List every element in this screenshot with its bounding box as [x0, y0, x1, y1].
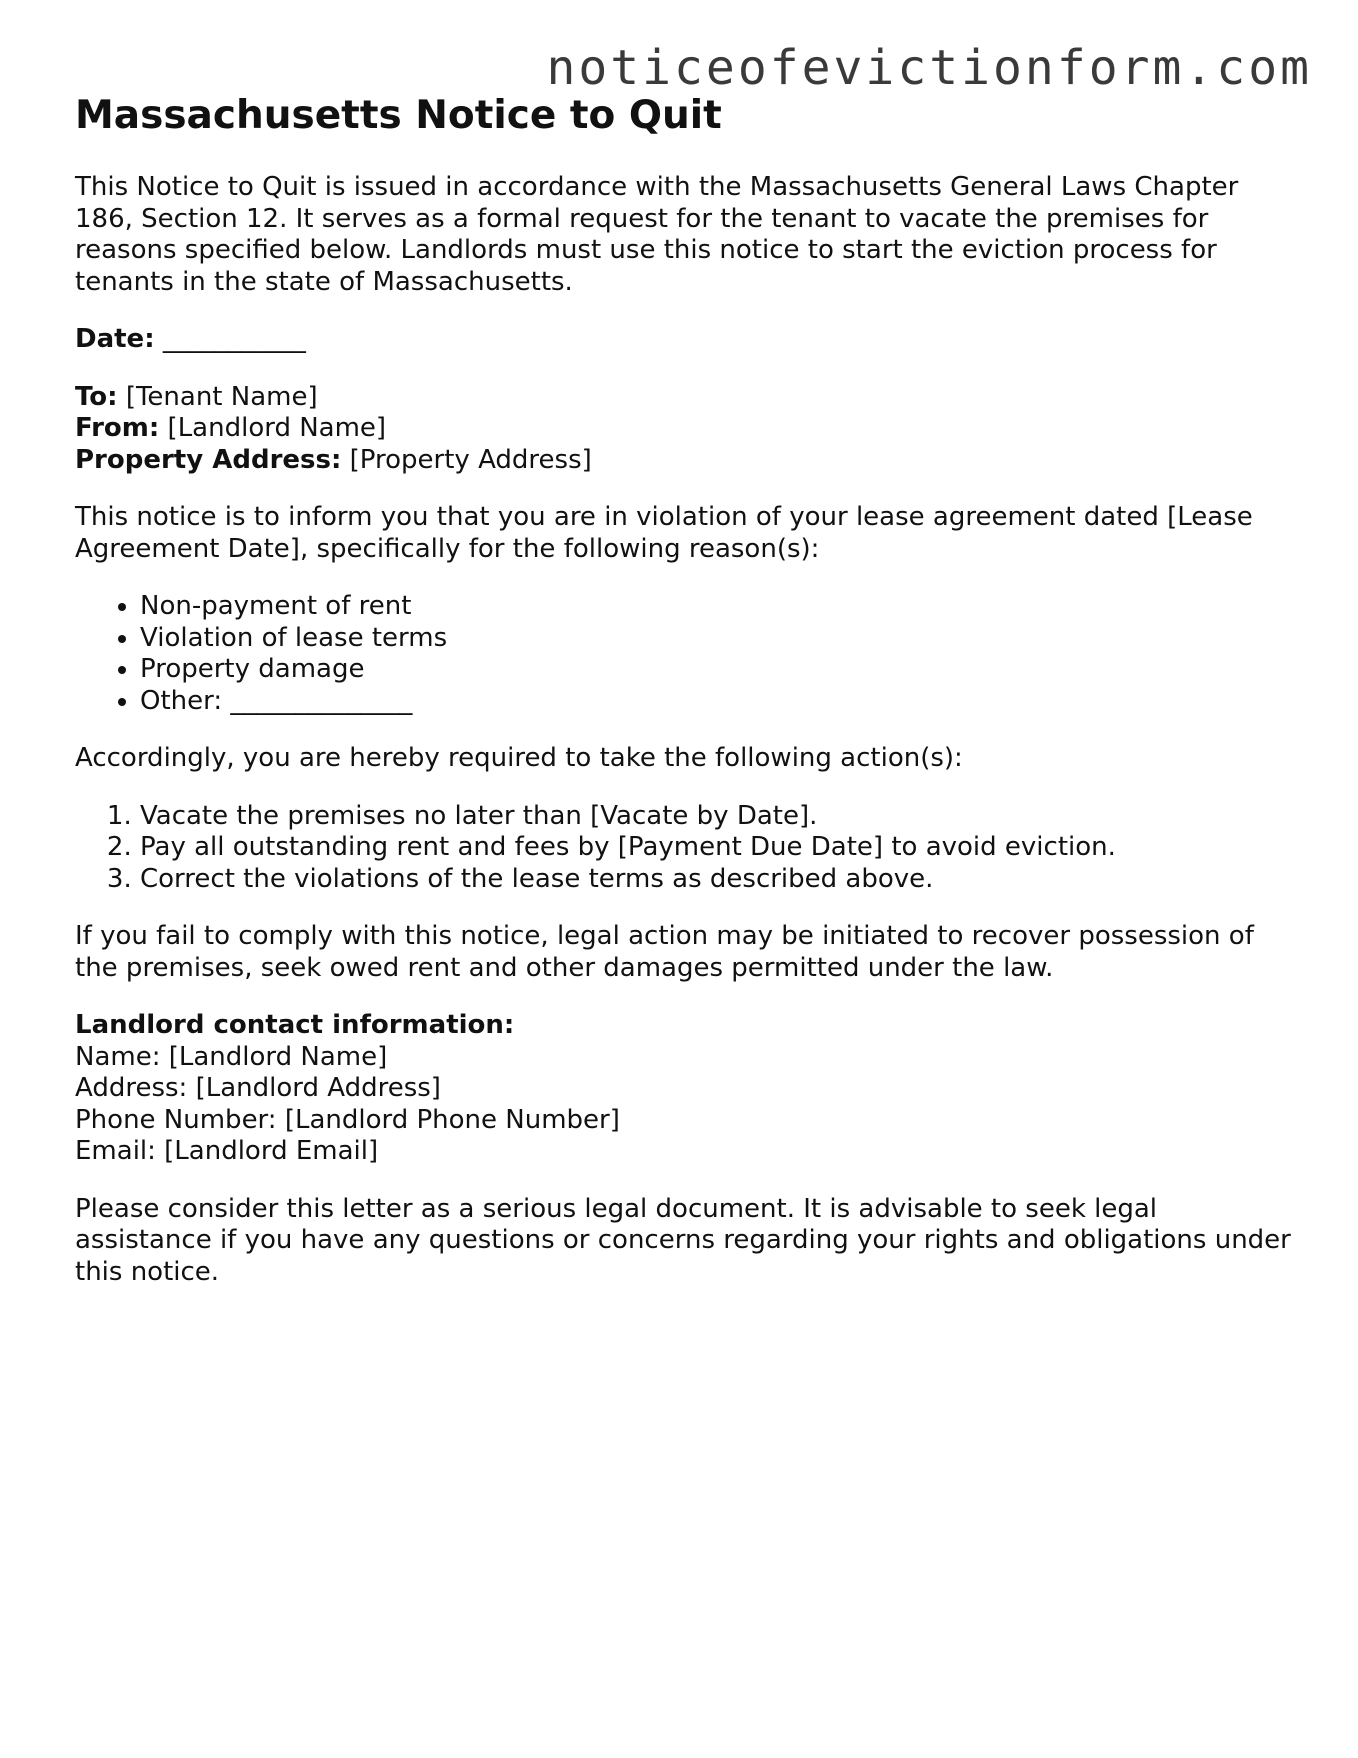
- contact-name: Name: [Landlord Name]: [75, 1041, 388, 1072]
- date-blank: ___________: [162, 324, 306, 354]
- reasons-list: [75, 591, 1295, 717]
- parties-block: [75, 382, 1295, 477]
- to-line: [75, 382, 1295, 414]
- to-value: [Tenant Name]: [125, 381, 318, 412]
- date-label: Date:: [75, 324, 155, 354]
- notice-document: [75, 92, 1295, 1314]
- property-address-line: [75, 445, 1295, 477]
- list-item: • Non-payment of rent: [140, 591, 1295, 623]
- violation-paragraph: This notice is to inform you that you are in violation of your lease agreement dated [Lease Agreement Date], specifically for the following reason(s):: [75, 502, 1253, 564]
- from-label: From:: [75, 413, 160, 443]
- consequence-paragraph: If you fail to comply with this notice, legal action may be initiated to recover possession of the premises, seek owed rent and other damages permitted under the law.: [75, 921, 1254, 983]
- list-item: 2. Pay all outstanding rent and fees by [Payment Due Date] to avoid eviction.: [140, 832, 1295, 864]
- contact-email: Email: [Landlord Email]: [75, 1136, 379, 1166]
- actions-intro: Accordingly, you are hereby required to take the following action(s):: [75, 743, 963, 773]
- contact-block: [75, 1010, 1295, 1168]
- list-item: 3. Correct the violations of the lease terms as described above.: [140, 864, 1295, 896]
- site-watermark: noticeofevictionform.com: [546, 40, 1312, 96]
- property-address-value: [Property Address]: [349, 444, 592, 475]
- list-item: 1. Vacate the premises no later than [Vacate by Date].: [140, 801, 1295, 833]
- contact-heading: Landlord contact information:: [75, 1010, 515, 1040]
- contact-address: Address: [Landlord Address]: [75, 1073, 441, 1103]
- to-label: To:: [75, 381, 118, 412]
- actions-list: [75, 801, 1295, 896]
- contact-phone: Phone Number: [Landlord Phone Number]: [75, 1104, 620, 1135]
- from-line: [75, 413, 1295, 445]
- page-title: Massachusetts Notice to Quit: [75, 93, 722, 138]
- list-item: • Other: ______________: [140, 686, 1295, 718]
- list-item: • Property damage: [140, 654, 1295, 686]
- list-item: • Violation of lease terms: [140, 623, 1295, 655]
- from-value: [Landlord Name]: [167, 413, 387, 443]
- closing-paragraph: Please consider this letter as a serious legal document. It is advisable to seek legal assistance if you have any questions or concerns regarding your rights and obligations under this notice.: [75, 1193, 1291, 1287]
- property-address-label: Property Address:: [75, 444, 342, 475]
- intro-paragraph: This Notice to Quit is issued in accordance with the Massachusetts General Laws Chapter 186, Section 12. It serves as a formal request for the tenant to vacate the premises for reasons specified below. Landlords must use this notice to start the eviction process for tenants in the state of Massachusetts.: [75, 172, 1239, 297]
- date-line: [75, 324, 1295, 356]
